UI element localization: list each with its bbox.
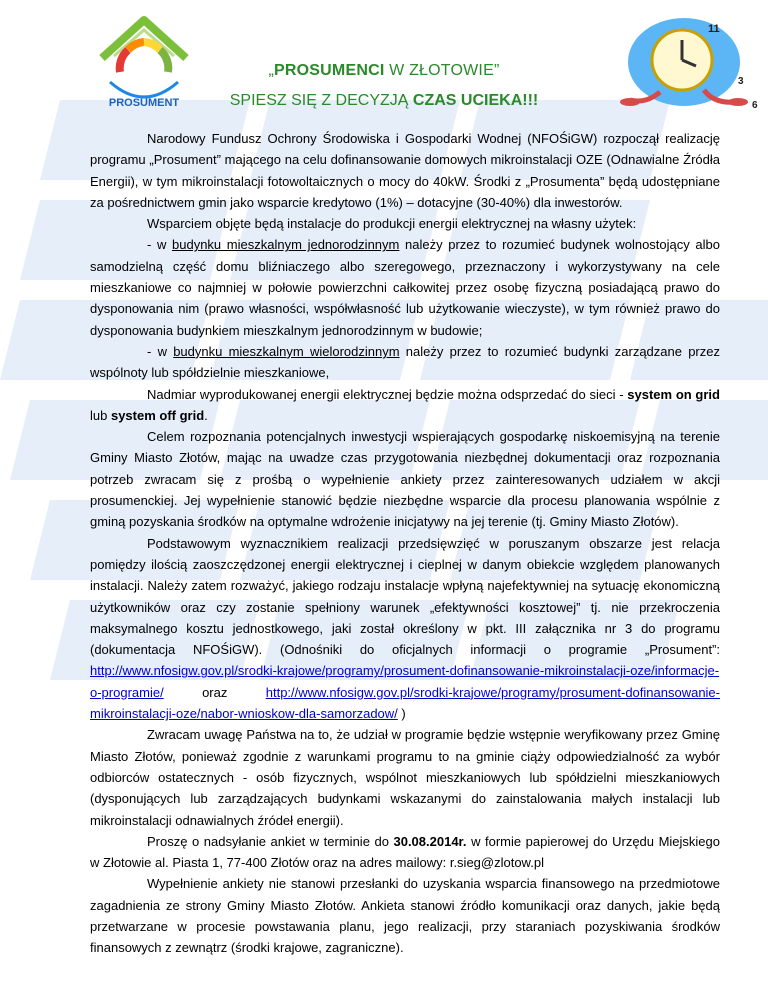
link-program-info[interactable]: http://www.nfosigw.gov.pl/srodki-krajowe/programy/prosument-dofinansowanie-mikroinstalacji-oze/informacje-o-programie/ [90,663,720,700]
paragraph-survey-purpose: Celem rozpoznania potencjalnych inwestycji wspierających gospodarkę niskoemisyjną na terenie Gminy Miasto Złotów, mając na uwadze czas przygotowania niezbędnej dokumentacji oraz rozpoznania potrzeb zwracam się z prośbą o wypełnienie ankiety przez zainteresowanych udziałem w akcji prosumenckiej. Jej wypełnienie stanowić będzie niezbędne wsparcie dla procesu planowania wspólnie z gminą pozyskania środków na optymalne wdrożenie inicjatywy na jej terenie (tj. Gminy Miasto Złotów). [90,429,720,530]
clock-number-6: 6 [752,100,758,111]
letter-body [90,128,720,959]
page-subtitle: SPIESZ SIĘ Z DECYZJĄ CZAS UCIEKA!!! [229,92,539,109]
paragraph-intro: Narodowy Fundusz Ochrony Środowiska i Gospodarki Wodnej (NFOŚiGW) rozpoczął realizację programu „Prosument” mającego na celu dofinansowanie domowych mikroinstalacji OZE (Odnawialne Źródła Energii), w tym mikroinstalacji fotowoltaicznych o mocy do 40kW. Środki z „Prosumenta” będą udostępniane za pośrednictwem gmin jako wsparcie kredytowo (1%) – dotacyjne (30-40%) dla inwestorów. [90,131,720,210]
page-title: „PROSUMENCI W ZŁOTOWIE” [268,62,500,79]
paragraph-single-family: - w budynku mieszkalnym jednorodzinnym należy przez to rozumieć budynek wolnostojący albo samodzielną część domu bliźniaczego albo szeregowego, przeznaczony i wykorzystywany na cele mieszkaniowe co najmniej w połowie powierzchni całkowitej przez osobę fizyczną posiadającą prawo do dysponowania nim (prawo własności, współwłasność lub użytkowanie wieczyste), w tym również prawo do dysponowania budynkiem mieszkalnym jednorodzinnym w budowie; [90,237,720,338]
paragraph-support-scope: Wsparciem objęte będą instalacje do produkcji energii elektrycznej na własny użytek: [147,216,637,232]
paragraph-disclaimer: Wypełnienie ankiety nie stanowi przesłanki do uzyskania wsparcia finansowego na przedmiotowe zagadnienia ze strony Gminy Miasto Złotów. Ankieta stanowi źródło komunikacji oraz danych, jakie będą przetwarzane w procesie powstawania planu, jego realizacji, przy staraniach pozyskiwania środków finansowych z zewnątrz (środki krajowe, zagraniczne). [90,876,720,956]
paragraph-efficiency: Podstawowym wyznacznikiem realizacji przedsięwzięć w poruszanym obszarze jest relacja pomiędzy ilością zaoszczędzonej energii elektrycznej i cieplnej w danym obiekcie względem planowanych instalacji. Należy zatem rozważyć, jakiego rodzaju instalacje wpłyną najefektywniej na sytuację ekonomiczną użytkowników oraz czy zostanie spełniony warunek „efektywności kosztowej” tj. nie przekroczenia maksymalnego kosztu jednostkowego, jaki został określony w pkt. III załącznika nr 3 do programu (dokumentacja NFOŚiGW). (Odnośniki do oficjalnych informacji o programie „Prosument”: http://www.nfosigw.gov.pl/srodki-krajowe/programy/prosument-dofinansowanie-mikroinstalacji-oze/informacje-o-programie/ oraz http://www.nfosigw.gov.pl/srodki-krajowe/programy/prosument-dofinansowanie-mikroinstalacji-oze/nabor-wnioskow-dla-samorzadow/ ) [90,535,720,722]
paragraph-surplus-energy: Nadmiar wyprodukowanej energii elektrycznej będzie można odsprzedać do sieci - system on grid lub system off grid. [90,386,720,423]
clock-number-3: 3 [738,76,744,87]
logo-wordmark: PROSUMENT [108,97,180,109]
paragraph-deadline: Proszę o nadsyłanie ankiet w terminie do 30.08.2014r. w formie papierowej do Urzędu Miejskiego w Złotowie al. Piasta 1, 77-400 Złotów oraz na adres mailowy: r.sieg@zlotow.pl [90,833,720,871]
paragraph-verification: Zwracam uwagę Państwa na to, że udział w programie będzie wstępnie weryfikowany przez Gminę Miasto Złotów, ponieważ zgodnie z warunkami programu to na gminie ciąży odpowiedzialność za wybór odbiorców ostatecznych - osób fizycznych, wspólnot mieszkaniowych lub spółdzielni mieszkaniowych (dysponujących lub zarządzających budynkami wskazanymi do zainstalowania małych instalacji lub mikroinstalacji odnawialnych źródeł energii). [90,727,720,828]
link-municipal-call[interactable]: http://www.nfosigw.gov.pl/srodki-krajowe/programy/prosument-dofinansowanie-mikroinstalacji-oze/nabor-wnioskow-dla-samorzadow/ [90,684,720,722]
deadline-date: 30.08.2014r. [393,833,467,849]
clock-number-11: 11 [708,23,720,35]
header [0,0,768,120]
running-clock-illustration [612,10,762,120]
paragraph-multi-family: - w budynku mieszkalnym wielorodzinnym należy przez to rozumieć budynki zarządzane przez wspólnoty lub spółdzielnie mieszkaniowe, [90,343,720,381]
